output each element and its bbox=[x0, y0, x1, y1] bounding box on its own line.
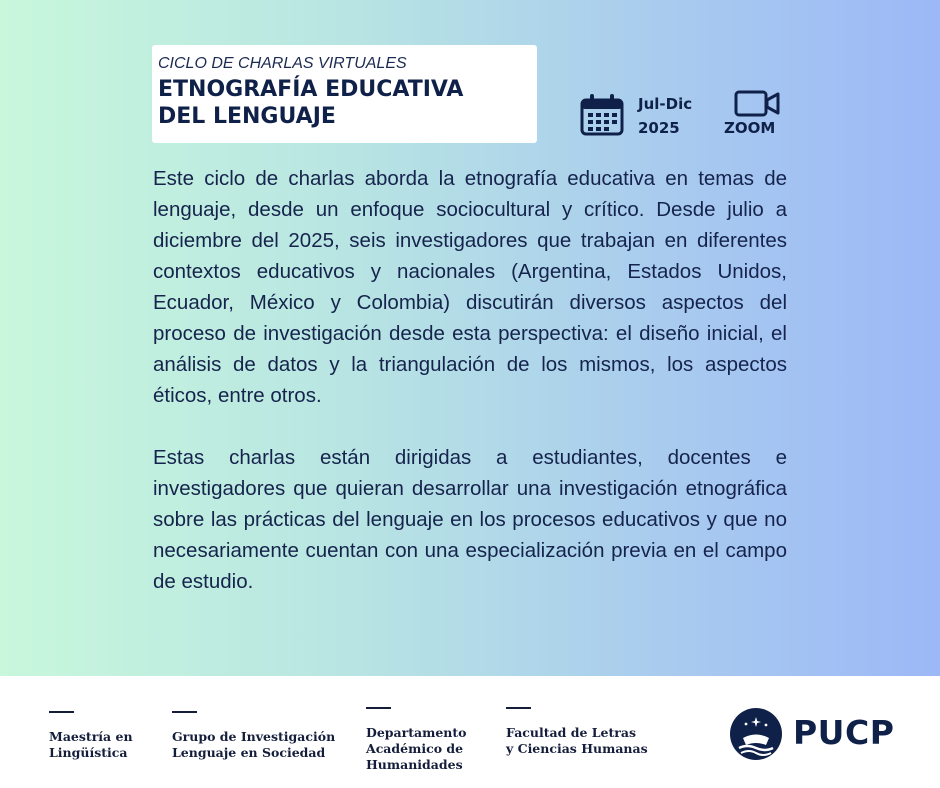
org-line-2: Lingüística bbox=[49, 745, 128, 760]
org-line-1: Facultad de Letras bbox=[506, 725, 636, 740]
org-rule bbox=[506, 707, 531, 709]
org-departamento bbox=[366, 707, 466, 773]
event-date-range: Jul-Dic bbox=[638, 95, 693, 113]
org-facultad bbox=[506, 707, 648, 757]
org-maestria bbox=[49, 711, 133, 761]
org-rule bbox=[49, 711, 74, 713]
page-title-line-1: ETNOGRAFÍA EDUCATIVA bbox=[158, 77, 464, 102]
pucp-wordmark: PUCP bbox=[793, 713, 895, 752]
video-camera-icon bbox=[734, 90, 780, 118]
org-line-3: Humanidades bbox=[366, 757, 463, 772]
org-line-1: Departamento bbox=[366, 725, 467, 740]
series-kicker: CICLO DE CHARLAS VIRTUALES bbox=[158, 55, 407, 72]
org-line-2: y Ciencias Humanas bbox=[506, 741, 648, 756]
org-rule bbox=[366, 707, 391, 709]
title-box bbox=[152, 45, 537, 143]
page-title-line-2: DEL LENGUAJE bbox=[158, 104, 336, 129]
description-paragraph-1: Este ciclo de charlas aborda la etnografía educativa en temas de lenguaje, desde un enfoque sociocultural y crítico. Desde julio a diciembre del 2025, seis investigadores que trabajan en diferentes contextos educativos y nacionales (Argentina, Estados Unidos, Ecuador, México y Colombia) discutirán diversos aspectos del proceso de investigación desde esta perspectiva: el diseño inicial, el análisis de datos y la triangulación de los mismos, los aspectos éticos, entre otros. bbox=[153, 167, 787, 407]
org-line-1: Grupo de Investigación bbox=[172, 729, 336, 744]
page-title bbox=[158, 76, 537, 130]
platform-label: ZOOM bbox=[724, 119, 776, 137]
org-line-2: Lenguaje en Sociedad bbox=[172, 745, 326, 760]
org-line-2: Académico de bbox=[366, 741, 464, 756]
description bbox=[153, 163, 787, 628]
pucp-logo-icon bbox=[729, 707, 783, 761]
org-line-1: Maestría en bbox=[49, 729, 133, 744]
calendar-icon bbox=[580, 94, 624, 136]
org-grupo-investigacion bbox=[172, 711, 335, 761]
org-rule bbox=[172, 711, 197, 713]
description-paragraph-2: Estas charlas están dirigidas a estudiantes, docentes e investigadores que quieran desarrollar una investigación etnográfica sobre las prácticas del lenguaje en los procesos educativos y que no necesariamente cuentan con una especialización previa en el campo de estudio. bbox=[153, 446, 787, 593]
event-dates bbox=[638, 92, 718, 140]
event-year: 2025 bbox=[638, 119, 680, 137]
